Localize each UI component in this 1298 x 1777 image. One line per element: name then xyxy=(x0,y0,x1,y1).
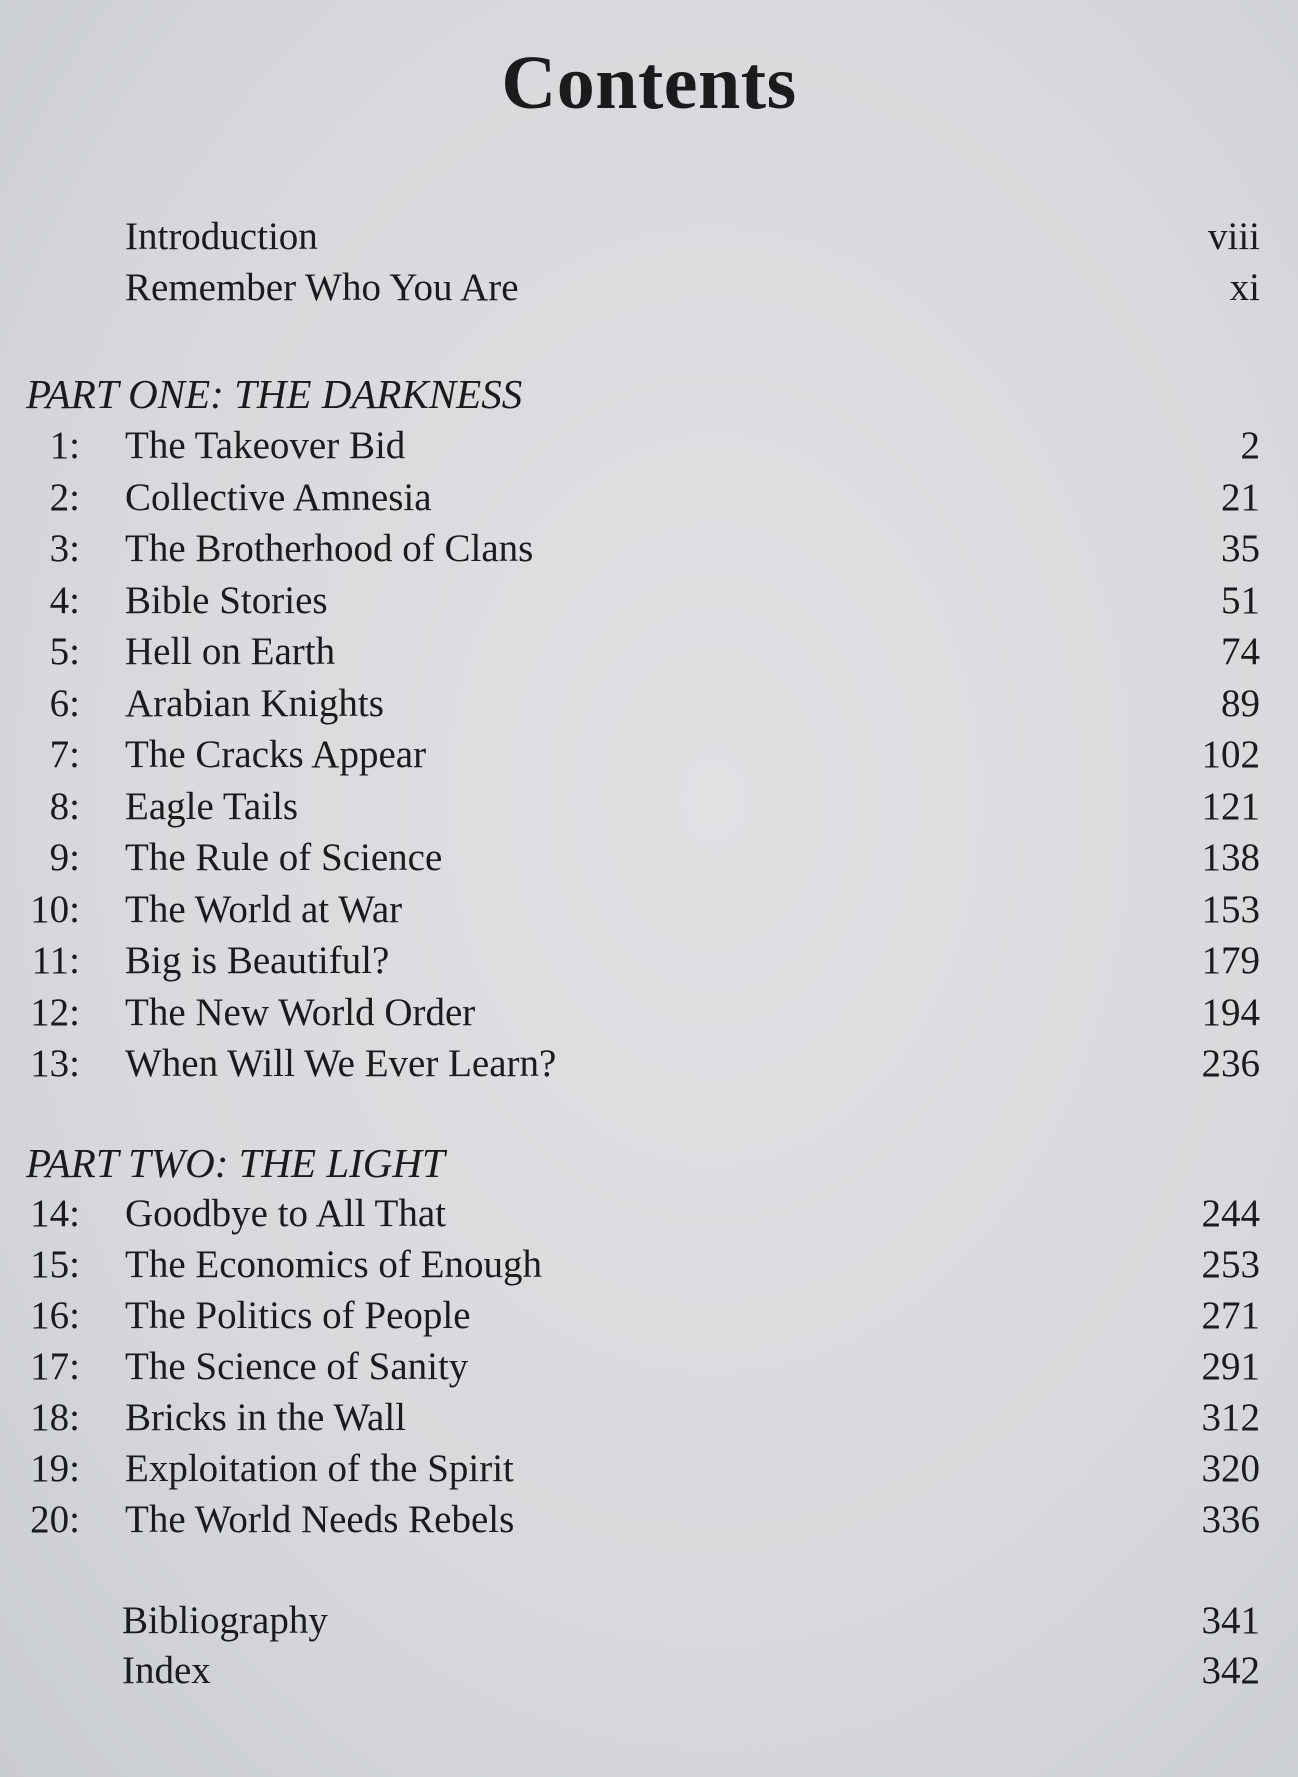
chapter-title: The Takeover Bid xyxy=(125,424,406,467)
chapter-page: 138 xyxy=(1201,836,1260,879)
chapter-title: Bricks in the Wall xyxy=(125,1396,407,1439)
chapter-title: The New World Order xyxy=(125,991,476,1034)
part-one-heading: PART ONE: THE DARKNESS xyxy=(26,371,523,417)
chapter-page: 74 xyxy=(1221,630,1260,673)
chapter-page: 236 xyxy=(1201,1042,1260,1085)
front-matter-remember xyxy=(0,265,1298,311)
chapter-row xyxy=(0,1344,1298,1390)
chapter-row xyxy=(0,732,1298,778)
chapter-number: 1: xyxy=(49,424,80,467)
chapter-number: 6: xyxy=(49,682,80,725)
chapter-row xyxy=(0,681,1298,727)
chapter-page: 51 xyxy=(1221,579,1260,622)
chapter-row xyxy=(0,990,1298,1036)
chapter-row xyxy=(0,835,1298,881)
chapter-number: 10: xyxy=(30,888,80,931)
chapter-page: 35 xyxy=(1221,527,1260,570)
entry-title: Introduction xyxy=(125,215,318,258)
back-matter-index xyxy=(0,1648,1298,1694)
chapter-page: 312 xyxy=(1201,1396,1260,1439)
page-title: Contents xyxy=(501,41,797,125)
chapter-number: 7: xyxy=(49,733,80,776)
chapter-row xyxy=(0,1242,1298,1288)
chapter-title: The Cracks Appear xyxy=(125,733,427,776)
chapter-number: 17: xyxy=(30,1345,80,1388)
chapter-title: The Politics of People xyxy=(125,1294,471,1337)
chapter-page: 291 xyxy=(1201,1345,1260,1388)
chapter-number: 20: xyxy=(30,1498,80,1541)
chapter-number: 12: xyxy=(30,991,80,1034)
chapter-row xyxy=(0,1041,1298,1087)
chapter-title: Arabian Knights xyxy=(125,682,384,725)
chapter-title: Exploitation of the Spirit xyxy=(125,1447,514,1490)
chapter-number: 4: xyxy=(49,579,80,622)
chapter-row xyxy=(0,1446,1298,1492)
chapter-number: 19: xyxy=(30,1447,80,1490)
chapter-page: 336 xyxy=(1201,1498,1260,1541)
back-matter-bibliography xyxy=(0,1598,1298,1644)
chapter-row xyxy=(0,1395,1298,1441)
chapter-title: The Brotherhood of Clans xyxy=(125,527,534,570)
chapter-row xyxy=(0,1191,1298,1237)
chapter-page: 121 xyxy=(1201,785,1260,828)
chapter-number: 16: xyxy=(30,1294,80,1337)
chapter-number: 2: xyxy=(49,476,80,519)
chapter-row xyxy=(0,938,1298,984)
chapter-page: 244 xyxy=(1201,1192,1260,1235)
chapter-page: 21 xyxy=(1221,476,1260,519)
chapter-title: Goodbye to All That xyxy=(125,1192,447,1235)
chapter-number: 5: xyxy=(49,630,80,673)
chapter-title: When Will We Ever Learn? xyxy=(125,1042,557,1085)
chapter-page: 89 xyxy=(1221,682,1260,725)
entry-page: 341 xyxy=(1201,1599,1260,1642)
chapter-row xyxy=(0,629,1298,675)
chapter-row xyxy=(0,526,1298,572)
entry-page: viii xyxy=(1207,215,1260,258)
chapter-number: 15: xyxy=(30,1243,80,1286)
chapter-row xyxy=(0,784,1298,830)
part-two-heading: PART TWO: THE LIGHT xyxy=(26,1140,445,1186)
chapter-title: The World at War xyxy=(125,888,403,931)
chapter-page: 320 xyxy=(1201,1447,1260,1490)
front-matter-introduction xyxy=(0,214,1298,260)
chapter-row xyxy=(0,887,1298,933)
entry-page: xi xyxy=(1229,266,1260,309)
chapter-title: Hell on Earth xyxy=(125,630,336,673)
chapter-number: 13: xyxy=(30,1042,80,1085)
chapter-title: Bible Stories xyxy=(125,579,328,622)
chapter-number: 11: xyxy=(31,939,80,982)
chapter-number: 8: xyxy=(49,785,80,828)
chapter-row xyxy=(0,578,1298,624)
entry-title: Remember Who You Are xyxy=(125,266,519,309)
chapter-number: 18: xyxy=(30,1396,80,1439)
chapter-page: 153 xyxy=(1201,888,1260,931)
chapter-title: Eagle Tails xyxy=(125,785,299,828)
chapter-title: Big is Beautiful? xyxy=(125,939,390,982)
chapter-row xyxy=(0,1497,1298,1543)
entry-page: 342 xyxy=(1201,1649,1260,1692)
chapter-number: 9: xyxy=(49,836,80,879)
chapter-title: The Science of Sanity xyxy=(125,1345,469,1388)
chapter-title: The World Needs Rebels xyxy=(125,1498,515,1541)
chapter-title: The Economics of Enough xyxy=(125,1243,542,1286)
chapter-row xyxy=(0,1293,1298,1339)
chapter-number: 14: xyxy=(30,1192,80,1235)
chapter-page: 253 xyxy=(1201,1243,1260,1286)
chapter-number: 3: xyxy=(49,527,80,570)
entry-title: Index xyxy=(122,1649,211,1692)
chapter-page: 271 xyxy=(1201,1294,1260,1337)
chapter-title: The Rule of Science xyxy=(125,836,443,879)
chapter-page: 2 xyxy=(1240,424,1260,467)
chapter-page: 179 xyxy=(1201,939,1260,982)
chapter-row xyxy=(0,475,1298,521)
entry-title: Bibliography xyxy=(122,1599,328,1642)
chapter-page: 194 xyxy=(1201,991,1260,1034)
chapter-row xyxy=(0,423,1298,469)
chapter-title: Collective Amnesia xyxy=(125,476,432,519)
chapter-page: 102 xyxy=(1201,733,1260,776)
